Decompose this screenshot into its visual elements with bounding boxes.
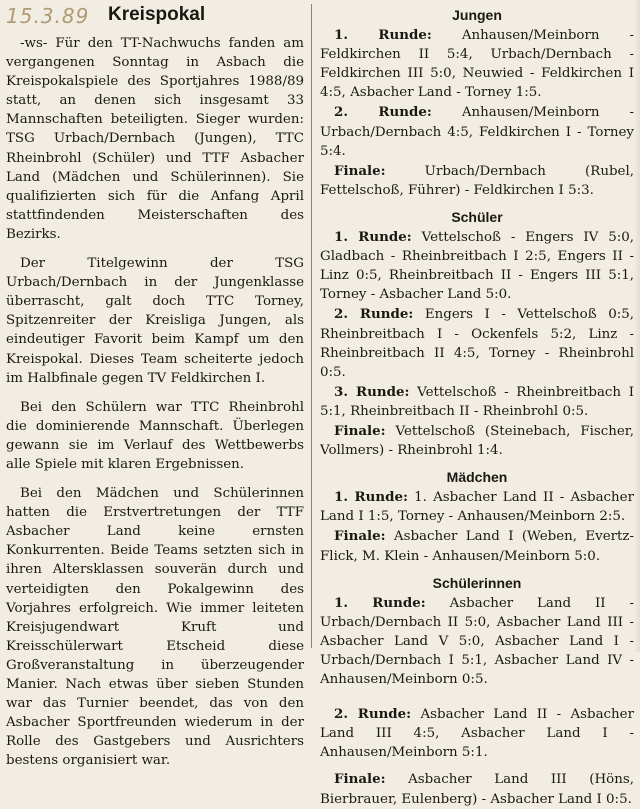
schueler-round-2: 2. Runde: Engers I - Vettelschoß 0:5, Rheinbreitbach I - Ockenfels 5:2, Linz - Rheinbreitbach II 4:5, Torney - Rheinbrohl 0:5. <box>320 306 634 380</box>
schueler-final: Finale: Vettelschoß (Steinebach, Fischer, Vollmers) - Rheinbrohl 1:4. <box>320 422 634 459</box>
paragraph-schueler: Bei den Schülern war TTC Rheinbrohl die dominierende Mannschaft. Überlegen gewann sie im Verlauf des Wettbewerbs alle Spiele mit klaren Ergebnissen. <box>6 399 304 472</box>
section-heading-schueler: Schüler <box>451 208 503 225</box>
paragraph-jungen: Der Titelgewinn der TSG Urbach/Dernbach in der Jungenklasse überrascht, galt doch TTC Torney, Spitzenreiter der Kreisliga Jungen, als eindeutiger Favorit beim Kampf um den Kreispokal. Dieses Team scheiterte jedoch im Halbfinale gegen TV Feldkirchen I. <box>6 256 304 386</box>
schuelerinnen-round-1: 1. Runde: Asbacher Land II - Urbach/Dernbach II 5:0, Asbacher Land III - Asbacher Land V 5:0, Asbacher Land I - Urbach/Dernbach I 5:1, Asbacher Land IV - Anhausen/Meinborn 0:5. <box>320 594 634 688</box>
paragraph-intro: -ws- Für den TT-Nachwuchs fanden am vergangenen Sonntag in Asbach die Kreispokalspiele des Sportjahres 1988/89 statt, an denen sich insgesamt 33 Mannschaften beteiligten. Sieger wurden: TSG Urbach/Dernbach (Jungen), TTC Rheinbrohl (Schüler) und TTF Asbacher Land (Mädchen und Schülerinnen). Sie qualifizierten sich für die Anfang April stattfindenden Meisterschaften des Bezirks. <box>6 36 304 242</box>
schuelerinnen-final: Finale: Asbacher Land III (Höns, Bierbrauer, Eulenberg) - Asbacher Land I 0:5. <box>320 771 634 807</box>
article-body <box>6 34 304 780</box>
paragraph-maedchen: Bei den Mädchen und Schülerinnen hatten die Erstvertretungen der TTF Asbacher Land keine ernsten Konkurrenten. Beide Teams setzten sich in ihren Altersklassen souverän durch und verteidigten den Pokalgewinn des Vorjahres erfolgreich. Wie immer leiteten Kreisjugendwart Kruft und Kreisschülerwart Etscheid diese Großveranstaltung in überzeugender Manier. Nach etwas über sieben Stunden war das Turnier beendet, das von den Asbacher Sportfreunden wiederum in der Rolle des Gastgebers und Ausrichters bestens organisiert war. <box>6 486 304 769</box>
schueler-round-1: 1. Runde: Vettelschoß - Engers IV 5:0, Gladbach - Rheinbreitbach I 2:5, Engers II - Linz 0:5, Rheinbreitbach II - Engers III 5:1, Torney - Asbacher Land 5:0. <box>320 229 634 303</box>
jungen-final: Finale: Urbach/Dernbach (Rubel, Fettelschoß, Führer) - Feldkirchen I 5:3. <box>320 162 634 198</box>
handwritten-date: 15.3.89 <box>6 4 90 28</box>
column-divider <box>311 4 312 648</box>
results-column <box>320 6 635 807</box>
jungen-round-1: 1. Runde: Anhausen/Meinborn - Feldkirchen II 5:4, Urbach/Dernbach - Feldkirchen III 5:0, Neuwied - Feldkirchen I 4:5, Asbacher Land - Torney 1:5. <box>320 27 634 101</box>
schuelerinnen-round-2: 2. Runde: Asbacher Land II - Asbacher Land III 4:5, Asbacher Land I - Anhausen/Meinborn 5:1. <box>320 706 635 761</box>
jungen-round-2: 2. Runde: Anhausen/Meinborn - Urbach/Dernbach 4:5, Feldkirchen I - Torney 5:4. <box>320 104 634 159</box>
article-headline: Kreispokal <box>108 4 206 25</box>
maedchen-round-1: 1. Runde: 1. Asbacher Land II - Asbacher Land I 1:5, Torney - Anhausen/Meinborn 2:5. <box>320 489 635 525</box>
left-column <box>6 6 304 769</box>
maedchen-final: Finale: Asbacher Land I (Weben, Evertz-Flick, M. Klein - Anhausen/Meinborn 5:0. <box>320 528 634 564</box>
section-heading-jungen: Jungen <box>452 7 502 23</box>
section-heading-schuelerinnen: Schülerinnen <box>432 574 522 591</box>
scan-edge-shadow <box>634 0 640 652</box>
schueler-round-3: 3. Runde: Vettelschoß - Rheinbreitbach I 5:1, Rheinbreitbach II - Rheinbrohl 0:5. <box>320 383 634 419</box>
section-heading-maedchen: Mädchen <box>446 469 508 486</box>
